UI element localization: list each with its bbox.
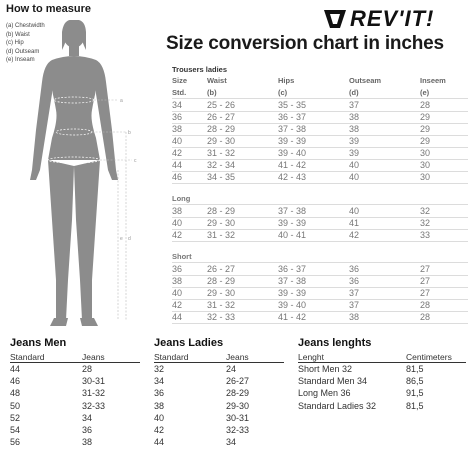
trousers-group-label: Long <box>172 194 191 203</box>
trousers-cell: 36 <box>349 276 360 286</box>
table-divider <box>172 323 468 324</box>
jeans_men-cell: 36 <box>82 425 93 435</box>
trousers-section-title: Trousers ladies <box>172 65 228 74</box>
trousers-cell: 28 <box>420 300 431 310</box>
trousers-cell: 44 <box>172 160 183 170</box>
measure-mark-a: a <box>120 98 123 104</box>
jeans_men-cell: 30-31 <box>82 376 106 387</box>
measure-mark-c: c <box>134 158 137 164</box>
trousers-cell: 35 - 35 <box>278 100 307 110</box>
trousers-cell: 39 - 39 <box>278 218 307 228</box>
trousers-cell: 32 - 33 <box>207 312 236 322</box>
jeans_lengths-cell: 81,5 <box>406 400 424 411</box>
trousers-cell: 28 <box>420 312 431 322</box>
table-divider <box>298 362 466 363</box>
trousers-cell: 39 - 40 <box>278 148 307 158</box>
table-divider <box>154 362 284 363</box>
trousers-cell: 32 <box>420 206 431 216</box>
jeans_lengths-cell: 81,5 <box>406 364 424 374</box>
trousers-cell: 29 - 30 <box>207 288 236 298</box>
trousers-cell: 40 <box>349 206 360 216</box>
jeans_men-cell: 32-33 <box>82 400 106 411</box>
trousers-cell: 42 <box>349 230 360 240</box>
trousers-cell: 28 - 29 <box>207 276 236 286</box>
trousers-cell: 26 - 27 <box>207 112 236 122</box>
trousers-cell: 36 - 37 <box>278 112 307 122</box>
measure-mark-e: e <box>120 236 123 242</box>
trousers-cell: 46 <box>172 172 183 182</box>
jeans_men-cell: 46 <box>10 376 21 387</box>
jeans_men-cell: 50 <box>10 400 21 411</box>
trousers-cell: 39 - 39 <box>278 288 307 298</box>
jeans_ladies-col-header: Standard <box>154 352 189 362</box>
trousers-cell: 40 <box>172 288 183 298</box>
trousers-cell: 40 <box>172 136 183 146</box>
jeans_lengths-cell: 86,5 <box>406 376 424 387</box>
jeans_ladies-cell: 34 <box>226 437 237 448</box>
trousers-cell: 36 <box>172 264 183 274</box>
trousers-col-subheader: Std. <box>172 88 187 97</box>
trousers-col-header: Outseam <box>349 76 382 85</box>
trousers-cell: 37 <box>349 288 360 298</box>
trousers-cell: 39 <box>349 148 360 158</box>
trousers-cell: 29 - 30 <box>207 218 236 228</box>
trousers-cell: 42 <box>172 148 183 158</box>
jeans_ladies-cell: 32-33 <box>226 425 250 435</box>
trousers-cell: 33 <box>420 230 431 240</box>
jeans_ladies-cell: 44 <box>154 437 165 448</box>
jeans_ladies-cell: 28-29 <box>226 388 250 399</box>
trousers-cell: 27 <box>420 264 431 274</box>
trousers-cell: 42 <box>172 300 183 310</box>
trousers-cell: 31 - 32 <box>207 148 236 158</box>
jeans_lengths-cell: 91,5 <box>406 388 424 399</box>
trousers-cell: 31 - 32 <box>207 230 236 240</box>
trousers-col-header: Waist <box>207 76 227 85</box>
jeans_men-cell: 56 <box>10 437 21 448</box>
how-to-measure-title: How to measure <box>6 3 91 15</box>
trousers-cell: 38 <box>349 124 360 134</box>
trousers-cell: 29 <box>420 136 431 146</box>
revit-logo <box>322 6 470 32</box>
jeans_lengths-cell: Standard Ladies 32 <box>298 400 377 411</box>
trousers-cell: 31 - 32 <box>207 300 236 310</box>
legend-item-inseam: (e) Inseam <box>6 57 35 63</box>
legend-item-chestwidth: (a) Chestwidth <box>6 23 45 29</box>
trousers-cell: 39 - 39 <box>278 136 307 146</box>
legend-item-outseam: (d) Outseam <box>6 48 40 55</box>
trousers-col-subheader: (e) <box>420 88 430 97</box>
trousers-cell: 41 <box>349 218 360 228</box>
trousers-cell: 37 - 38 <box>278 124 307 134</box>
trousers-cell: 41 - 42 <box>278 160 307 170</box>
trousers-cell: 38 <box>172 276 183 286</box>
trousers-cell: 28 - 29 <box>207 206 236 216</box>
trousers-col-header: Hips <box>278 76 295 85</box>
jeans_ladies-cell: 38 <box>154 400 165 411</box>
jeans_men-cell: 52 <box>10 412 21 423</box>
jeans_ladies-cell: 40 <box>154 412 165 423</box>
trousers-cell: 32 - 34 <box>207 160 236 170</box>
jeans_lengths-cell: Short Men 32 <box>298 364 353 374</box>
logo-wordmark: REV'IT! <box>350 6 435 31</box>
trousers-cell: 38 <box>349 312 360 322</box>
jeans_men-cell: 44 <box>10 364 21 374</box>
table-divider <box>172 262 468 263</box>
jeans_lengths-col-header: Centimeters <box>406 352 452 362</box>
jeans_lengths-title: Jeans lenghts <box>298 337 372 349</box>
trousers-cell: 26 - 27 <box>207 264 236 274</box>
trousers-cell: 38 <box>172 124 183 134</box>
trousers-cell: 29 <box>420 124 431 134</box>
trousers-cell: 28 <box>420 100 431 110</box>
trousers-cell: 36 <box>172 112 183 122</box>
trousers-cell: 37 <box>349 100 360 110</box>
trousers-cell: 25 - 26 <box>207 100 236 110</box>
trousers-cell: 37 - 38 <box>278 276 307 286</box>
table-divider <box>172 98 468 99</box>
trousers-cell: 30 <box>420 172 431 182</box>
trousers-cell: 42 <box>172 230 183 240</box>
trousers-cell: 29 <box>420 112 431 122</box>
trousers-cell: 44 <box>172 312 183 322</box>
jeans_ladies-cell: 42 <box>154 425 165 435</box>
trousers-cell: 40 <box>349 160 360 170</box>
trousers-cell: 28 - 29 <box>207 124 236 134</box>
trousers-cell: 34 <box>172 100 183 110</box>
table-divider <box>172 183 468 184</box>
jeans_men-cell: 34 <box>82 412 93 423</box>
trousers-cell: 41 - 42 <box>278 312 307 322</box>
jeans_men-cell: 48 <box>10 388 21 399</box>
jeans_ladies-cell: 26-27 <box>226 376 250 387</box>
trousers-col-header: Size <box>172 76 188 85</box>
jeans_ladies-col-header: Jeans <box>226 352 249 362</box>
jeans_ladies-title: Jeans Ladies <box>154 337 224 349</box>
trousers-col-subheader: (b) <box>207 88 217 97</box>
jeans_men-col-header: Jeans <box>82 352 105 362</box>
trousers-cell: 36 - 37 <box>278 264 307 274</box>
trousers-cell: 39 <box>349 136 360 146</box>
jeans_lengths-cell: Standard Men 34 <box>298 376 368 387</box>
trousers-cell: 40 - 41 <box>278 230 307 240</box>
jeans_men-title: Jeans Men <box>10 337 67 349</box>
trousers-cell: 27 <box>420 288 431 298</box>
trousers-group-label: Short <box>172 252 192 261</box>
jeans_men-cell: 38 <box>82 437 93 448</box>
jeans_ladies-cell: 30-31 <box>226 412 250 423</box>
body-figure-illustration <box>22 20 172 335</box>
table-divider <box>172 241 468 242</box>
jeans_ladies-cell: 24 <box>226 364 237 374</box>
trousers-cell: 42 - 43 <box>278 172 307 182</box>
trousers-cell: 37 - 38 <box>278 206 307 216</box>
trousers-cell: 40 <box>172 218 183 228</box>
trousers-cell: 36 <box>349 264 360 274</box>
legend-item-hip: (c) Hip <box>6 40 24 46</box>
legend-item-waist: (b) Waist <box>6 31 30 38</box>
trousers-col-subheader: (c) <box>278 88 288 97</box>
jeans_men-cell: 28 <box>82 364 93 374</box>
jeans_men-cell: 31-32 <box>82 388 106 399</box>
chart-title: Size conversion chart in inches <box>166 33 444 54</box>
trousers-cell: 38 <box>349 112 360 122</box>
jeans_ladies-cell: 29-30 <box>226 400 250 411</box>
table-divider <box>172 204 468 205</box>
jeans_ladies-cell: 32 <box>154 364 165 374</box>
trousers-cell: 30 <box>420 148 431 158</box>
trousers-cell: 39 - 40 <box>278 300 307 310</box>
revit-emblem-icon <box>322 6 348 32</box>
jeans_lengths-cell: Long Men 36 <box>298 388 351 399</box>
jeans_ladies-cell: 36 <box>154 388 165 399</box>
trousers-col-subheader: (d) <box>349 88 359 97</box>
trousers-cell: 32 <box>420 218 431 228</box>
jeans_men-col-header: Standard <box>10 352 45 362</box>
trousers-cell: 34 - 35 <box>207 172 236 182</box>
trousers-cell: 27 <box>420 276 431 286</box>
measure-mark-d: d <box>128 236 131 242</box>
trousers-cell: 37 <box>349 300 360 310</box>
table-divider <box>10 362 140 363</box>
trousers-cell: 29 - 30 <box>207 136 236 146</box>
jeans_men-cell: 54 <box>10 425 21 435</box>
trousers-cell: 30 <box>420 160 431 170</box>
trousers-col-header: Inseem <box>420 76 446 85</box>
jeans_ladies-cell: 34 <box>154 376 165 387</box>
jeans_lengths-col-header: Lenght <box>298 352 324 362</box>
measure-mark-b: b <box>128 130 131 136</box>
trousers-cell: 38 <box>172 206 183 216</box>
trousers-cell: 40 <box>349 172 360 182</box>
